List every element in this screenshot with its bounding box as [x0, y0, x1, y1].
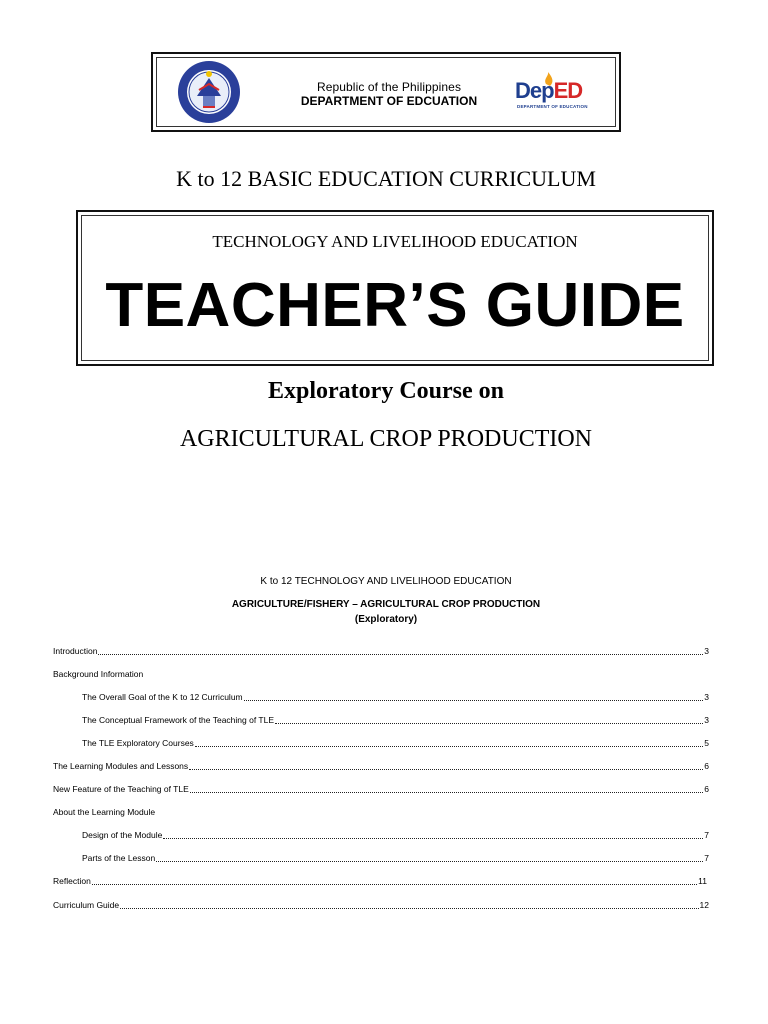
toc-entry-page: 12: [699, 900, 709, 910]
toc-entry-label: The TLE Exploratory Courses: [82, 738, 194, 748]
department-label: DEPARTMENT OF EDCUATION: [300, 94, 478, 108]
toc-heading: K to 12 TECHNOLOGY AND LIVELIHOOD EDUCATION: [260, 576, 512, 587]
curriculum-title: K to 12 BASIC EDUCATION CURRICULUM: [176, 166, 596, 191]
toc-leader: [92, 883, 697, 885]
toc-entry[interactable]: [53, 806, 709, 818]
toc-entry-label: The Conceptual Framework of the Teaching of TLE: [82, 715, 274, 725]
toc-entry-label: Reflection: [53, 876, 91, 886]
toc-entry-page: 7: [704, 830, 709, 840]
subject-title: TECHNOLOGY AND LIVELIHOOD EDUCATION: [212, 232, 578, 251]
toc-entry-label: The Overall Goal of the K to 12 Curriculum: [82, 692, 243, 702]
toc-entry[interactable]: [82, 852, 709, 864]
toc-entry[interactable]: [53, 668, 709, 680]
header-banner: [151, 52, 621, 132]
deped-logo-ed: ED: [553, 78, 583, 103]
toc-entry[interactable]: [82, 714, 709, 726]
toc-entry[interactable]: [53, 875, 707, 887]
deped-logo-subtitle: DEPARTMENT OF EDUCATION: [517, 104, 588, 109]
toc-entry[interactable]: [53, 645, 709, 657]
toc-entry-label: Introduction: [53, 646, 98, 656]
toc-entry-page: 3: [704, 692, 709, 702]
toc-leader: [195, 745, 703, 747]
toc-leader: [189, 768, 703, 770]
toc-entry-label: Background Information: [53, 669, 144, 679]
title-box: [76, 210, 714, 366]
course-line-1: Exploratory Course on: [268, 378, 504, 404]
toc-subheading: AGRICULTURE/FISHERY – AGRICULTURAL CROP PRODUCTION: [231, 599, 541, 610]
toc-leader: [275, 722, 703, 724]
toc-entry[interactable]: [82, 691, 709, 703]
republic-label: Republic of the Philippines: [316, 80, 462, 94]
toc-entry-label: About the Learning Module: [53, 807, 156, 817]
toc-entry[interactable]: [53, 899, 709, 911]
toc-entry-label: Curriculum Guide: [53, 900, 120, 910]
toc-entry-label: New Feature of the Teaching of TLE: [53, 784, 189, 794]
toc-leader: [98, 653, 703, 655]
toc-leader: [156, 860, 703, 862]
toc-leader: [244, 699, 704, 701]
toc-entry[interactable]: [82, 829, 709, 841]
toc-entry-page: 6: [704, 761, 709, 771]
toc-entry-page: 7: [704, 853, 709, 863]
toc-entry[interactable]: [82, 737, 709, 749]
deped-seal-icon: [177, 60, 241, 124]
toc-subheading-note: (Exploratory): [354, 614, 418, 625]
toc-entry-label: The Learning Modules and Lessons: [53, 761, 189, 771]
toc-leader: [163, 837, 703, 839]
toc-leader: [120, 907, 698, 909]
toc-entry-label: Parts of the Lesson: [82, 853, 156, 863]
toc-entry-label: Design of the Module: [82, 830, 163, 840]
toc-entry[interactable]: [53, 760, 709, 772]
toc-entry-page: 11: [698, 876, 707, 886]
deped-logo-dep: Dep: [515, 78, 554, 103]
toc-entry-page: 5: [704, 738, 709, 748]
toc-leader: [190, 791, 703, 793]
toc-entry-page: 3: [704, 646, 709, 656]
course-line-2: AGRICULTURAL CROP PRODUCTION: [179, 426, 593, 452]
deped-flame-icon: [513, 68, 599, 118]
toc-entry-page: 3: [704, 715, 709, 725]
toc-entry[interactable]: [53, 783, 709, 795]
guide-title: TEACHER’S GUIDE: [105, 271, 685, 340]
toc-entry-page: 6: [704, 784, 709, 794]
deped-logo-text: [515, 78, 582, 104]
